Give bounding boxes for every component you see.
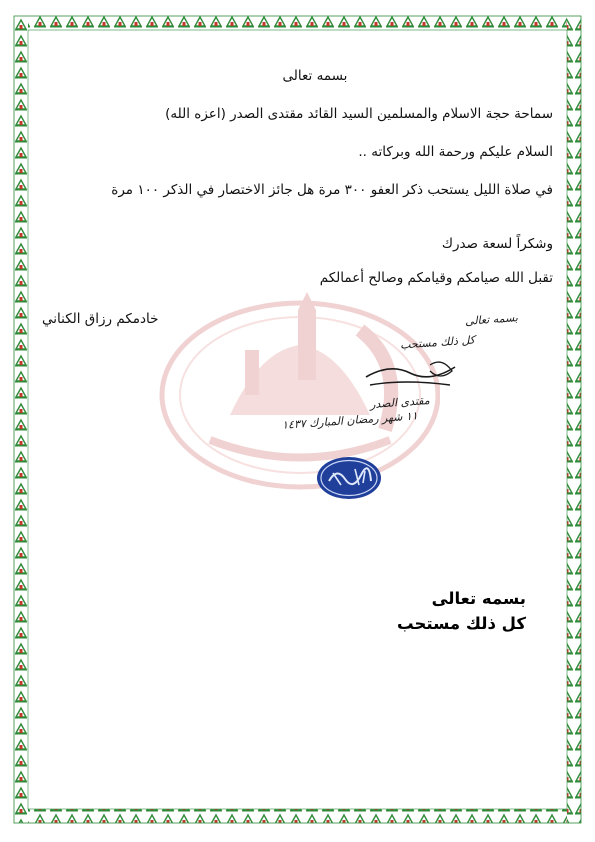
official-seal — [315, 455, 383, 501]
reply-heading: بسمه تعالى — [431, 589, 526, 608]
handwritten-answer: كل ذلك مستحب — [399, 333, 476, 352]
reply-answer: كل ذلك مستحب — [397, 614, 526, 633]
letter-sender: خادمكم رزاق الكناني — [42, 311, 159, 327]
letter-address: سماحة حجة الاسلام والمسلمين السيد القائد مقتدى الصدر (اعزه الله) — [165, 106, 553, 122]
handwritten-date: ١١ شهر رمضان المبارك ١٤٣٧ — [281, 409, 419, 432]
letter-greeting: السلام عليكم ورحمة الله وبركاته .. — [358, 144, 553, 160]
letter-thanks: وشكراً لسعة صدرك — [441, 236, 553, 252]
handwritten-heading: بسمه تعالى — [464, 311, 519, 328]
letter-question: في صلاة الليل يستحب ذكر العفو ٣٠٠ مرة هل جائز الاختصار في الذكر ١٠٠ مرة — [111, 182, 553, 198]
signature — [360, 355, 470, 395]
letter-heading: بسمه تعالى — [282, 68, 348, 84]
handwritten-signatory: مقتدى الصدر — [369, 393, 431, 412]
letter-closing: تقبل الله صيامكم وقيامكم وصالح أعمالكم — [319, 270, 553, 286]
